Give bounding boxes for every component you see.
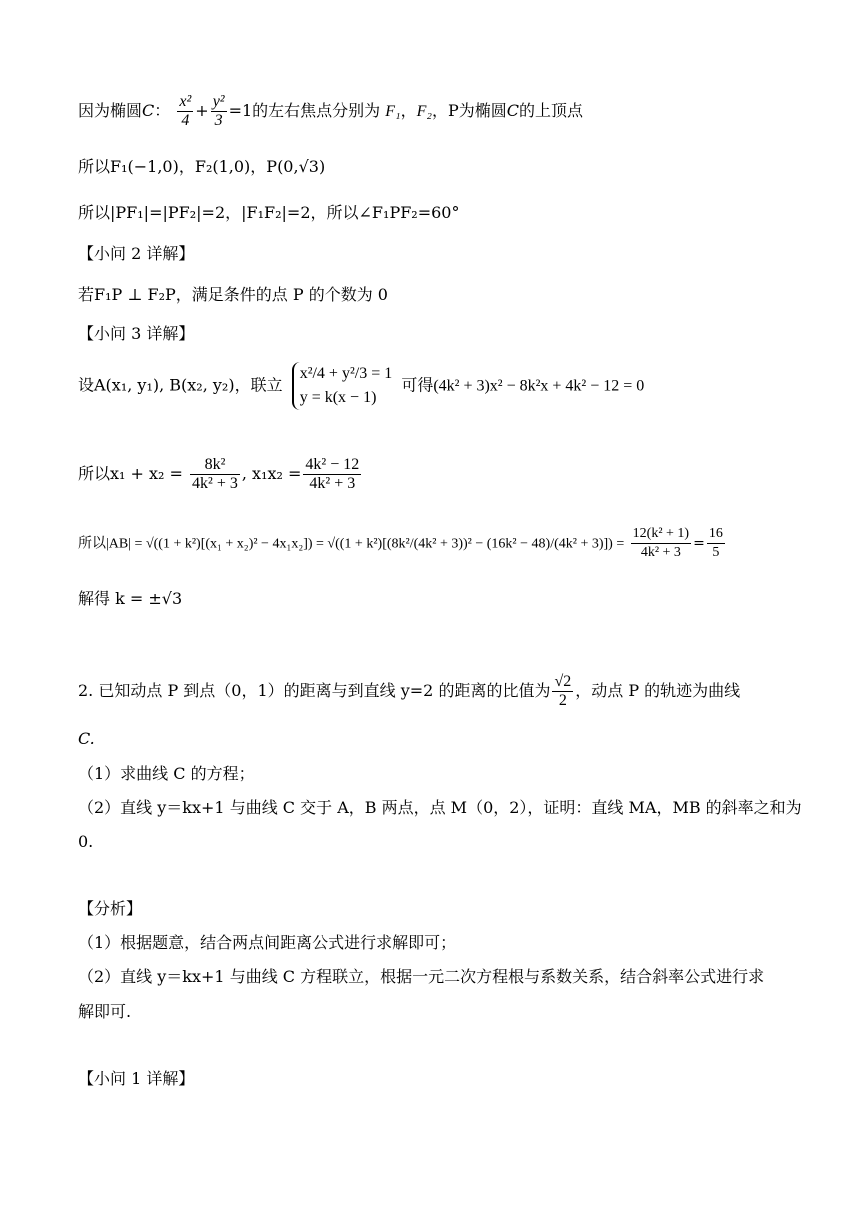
quadratic-equation: 可得(4k² + 3)x² − 8k²x + 4k² − 12 = 0 — [401, 377, 645, 395]
chord-length-expression: 所以|AB| = √((1 + k²)[(x₁ + x₂)² − 4x₁x₂]) = √((1 + k²)[(8k²/(4k² + 3))² − (16k² − 48)/(4k² + 3)]) = — [78, 536, 625, 552]
equals: = — [693, 535, 705, 552]
line-chord-length — [78, 525, 727, 562]
heading-q1: 【小问 1 详解】 — [78, 1069, 195, 1088]
text: 的上顶点 — [519, 101, 584, 120]
line-solution-k: 解得 k = ±√3 — [78, 589, 183, 608]
var-f2: F₂ — [416, 103, 432, 120]
analysis-1: （1）根据题意，结合两点间距离公式进行求解即可； — [78, 933, 457, 952]
var-c: C — [142, 101, 155, 120]
problem-2-part-1: （1）求曲线 C 的方程； — [78, 764, 255, 783]
system-eq-1: x²/4 + y²/3 = 1 — [299, 365, 393, 382]
fraction-result: $\frac{\text{12(k² + 1)}}{\text{4k² + 3}}$ — [632, 526, 690, 560]
line-ellipse-intro: 因为椭圆C： $\frac{\text{x²}}{4}$ + $\frac{\text{y²}}{3}$ =1的左右焦点分别为 F₁，F₂，P为椭圆C的上顶点 — [78, 93, 584, 129]
line-vieta — [78, 456, 363, 493]
problem-2-stem — [78, 673, 740, 710]
var-c: C — [506, 101, 520, 120]
text: 2. 已知动点 P 到点（0，1）的距离与到直线 y=2 的距离的比值为 — [78, 681, 551, 700]
fraction-product: $\frac{\text{4k² − 12}}{\text{4k² + 3}}$ — [305, 456, 360, 492]
text: 因为椭圆 — [78, 101, 143, 120]
analysis-2: （2）直线 y＝kx+1 与曲线 C 方程联立，根据一元二次方程根与系数关系，结合斜率公式进行求 — [78, 967, 765, 986]
heading-q3: 【小问 3 详解】 — [78, 324, 195, 343]
heading-q2: 【小问 2 详解】 — [78, 244, 195, 263]
equation-system — [292, 362, 393, 410]
line-perpendicular: 若F₁P ⊥ F₂P，满足条件的点 P 的个数为 0 — [78, 285, 388, 304]
fraction-sqrt2-2: $\frac{√2}{2}$ — [554, 673, 572, 709]
analysis-2-cont: 解即可. — [78, 1002, 132, 1021]
text: ，P为椭圆 — [431, 101, 507, 120]
text: , x₁x₂ = — [241, 464, 302, 483]
system-eq-2: y = k(x − 1) — [299, 389, 377, 406]
text: 设A(x₁, y₁), B(x₂, y₂)，联立 — [78, 375, 283, 395]
text: 所以x₁ + x₂ = — [78, 464, 183, 483]
fraction-x2-4: $\frac{\text{x²}}{4}$ — [179, 93, 192, 129]
plus: + — [195, 101, 209, 120]
line-system — [78, 362, 644, 410]
problem-2-part-2-cont: 0. — [78, 832, 94, 851]
text: ，动点 P 的轨迹为曲线 — [575, 681, 741, 700]
heading-analysis: 【分析】 — [78, 899, 143, 918]
line-angle: 所以|PF₁|=|PF₂|=2，|F₁F₂|=2，所以∠F₁PF₂=60° — [78, 203, 460, 222]
line-foci-coords: 所以F₁(−1,0)，F₂(1,0)，P(0,√3) — [78, 157, 326, 176]
problem-2-part-2: （2）直线 y＝kx+1 与曲线 C 交于 A，B 两点，点 M（0，2），证明：直线 MA，MB 的斜率之和为 — [78, 798, 802, 817]
fraction-16-5: $\frac{16}{5}$ — [708, 526, 723, 560]
problem-2-stem-cont: C. — [78, 729, 95, 748]
fraction-y2-3: $\frac{\text{y²}}{3}$ — [212, 93, 225, 129]
fraction-sum: $\frac{\text{8k²}}{\text{4k² + 3}}$ — [192, 456, 238, 492]
text: =1的左右焦点分别为 — [228, 101, 381, 120]
var-f1: F₁ — [385, 103, 401, 120]
text: ： — [154, 101, 171, 120]
